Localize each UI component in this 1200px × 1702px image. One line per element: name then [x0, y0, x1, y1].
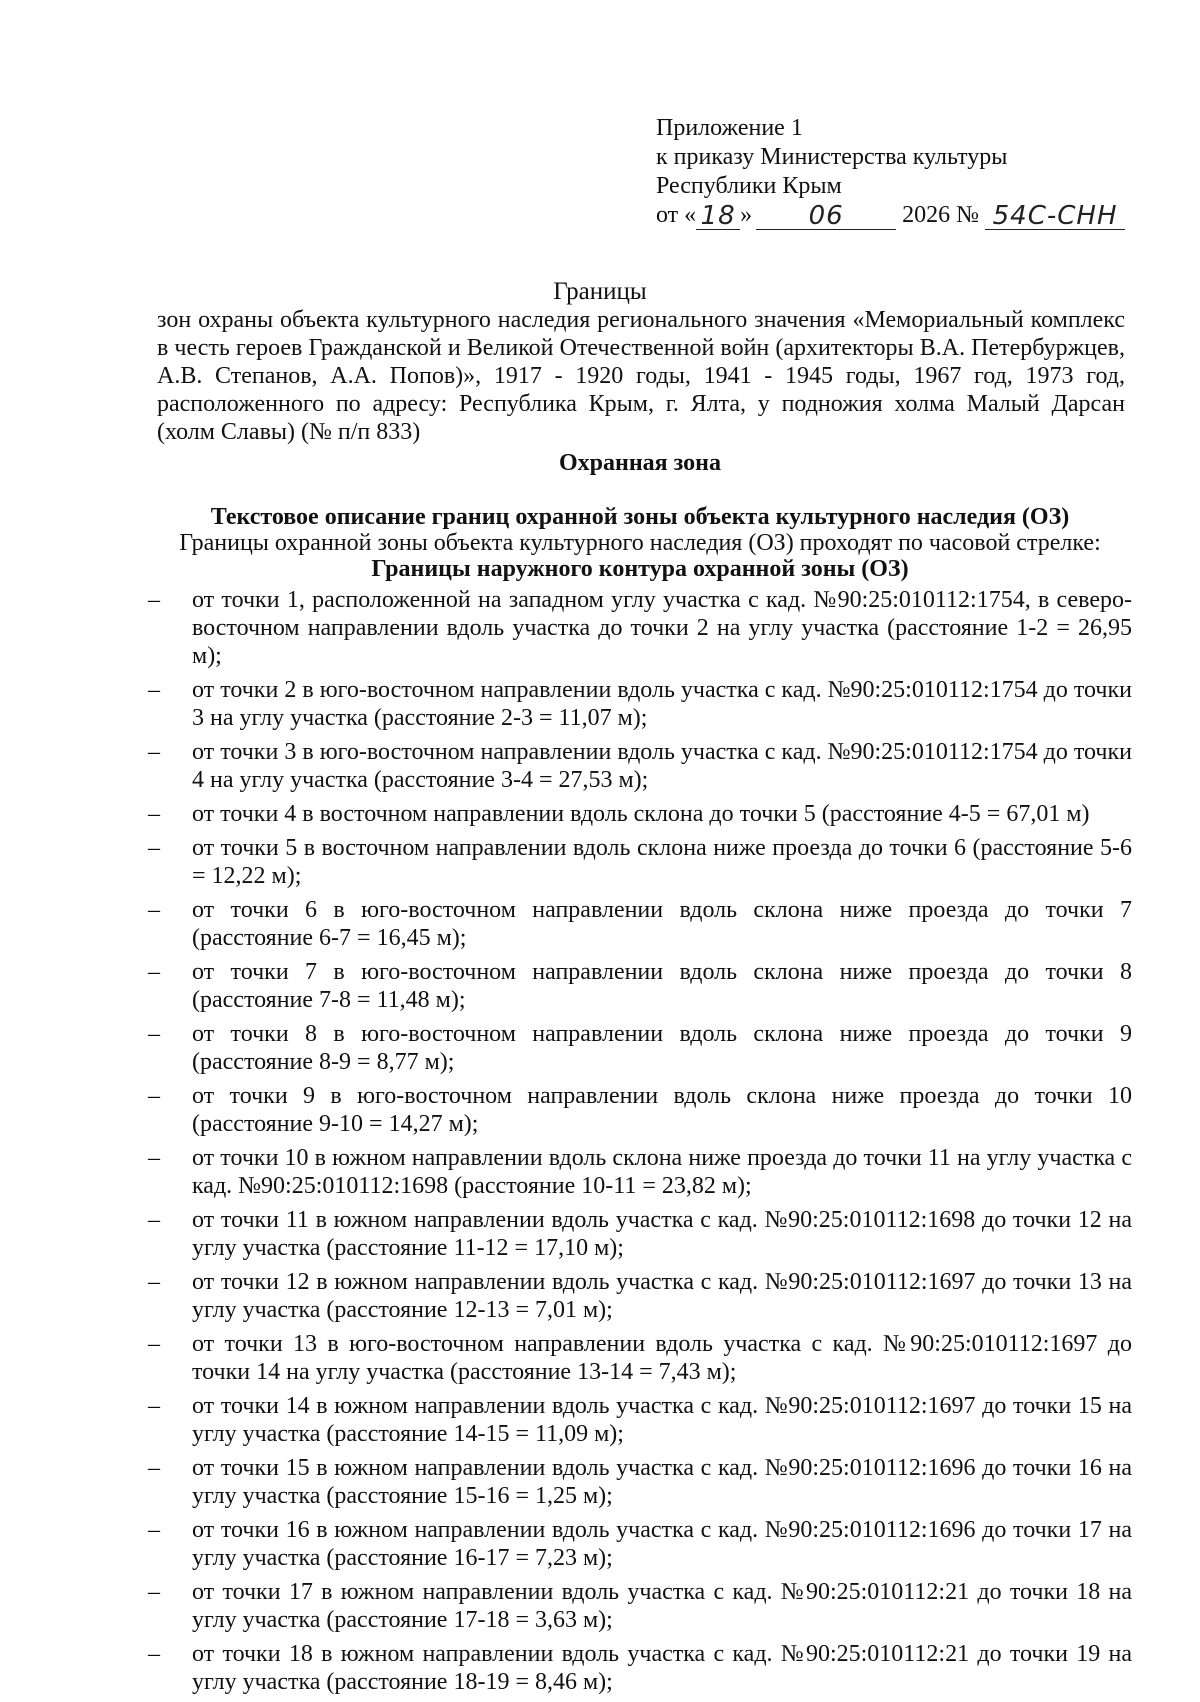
boundary-point-text: от точки 3 в юго-восточном направлении вдоль участка с кад. №90:25:010112:1754 до точки 4 на углу участка (расстояние 3-4 = 27,53 м);: [192, 739, 1132, 793]
boundary-point-text: от точки 10 в южном направлении вдоль склона ниже проезда до точки 11 на углу участка с кад. №90:25:010112:1698 (расстояние 10-11 = 23,82 м);: [192, 1145, 1132, 1199]
boundary-point-text: от точки 12 в южном направлении вдоль участка с кад. №90:25:010112:1697 до точки 13 на углу участка (расстояние 12-13 = 7,01 м);: [192, 1269, 1132, 1323]
intro-text: Границы охранной зоны объекта культурного наследия (ОЗ) проходят по часовой стрелке:: [179, 530, 1101, 556]
boundary-point-text: от точки 7 в юго-восточном направлении вдоль склона ниже проезда до точки 8 (расстояние 7-8 = 11,48 м);: [192, 959, 1132, 1013]
boundary-point-item: [148, 738, 1132, 794]
boundary-point-text: от точки 2 в юго-восточном направлении вдоль участка с кад. №90:25:010112:1754 до точки 3 на углу участка (расстояние 2-3 = 11,07 м);: [192, 677, 1132, 731]
list-dash: –: [148, 677, 160, 703]
list-dash: –: [148, 1207, 160, 1233]
boundary-point-item: [148, 1268, 1132, 1324]
boundary-point-item: [148, 896, 1132, 952]
boundary-point-text: от точки 13 в юго-восточном направлении вдоль участка с кад. №90:25:010112:1697 до точки 14 на углу участка (расстояние 13-14 = 7,43 м);: [192, 1331, 1132, 1385]
boundary-points-list: [148, 586, 1132, 1702]
list-dash: –: [148, 1393, 160, 1419]
boundary-point-text: от точки 17 в южном направлении вдоль участка с кад. №90:25:010112:21 до точки 18 на углу участка (расстояние 17-18 = 3,63 м);: [192, 1579, 1132, 1633]
list-dash: –: [148, 1083, 160, 1109]
appendix-order-line: к приказу Министерства культуры: [656, 144, 1008, 170]
boundary-point-text: от точки 9 в юго-восточном направлении вдоль склона ниже проезда до точки 10 (расстояние 9-10 = 14,27 м);: [192, 1083, 1132, 1137]
boundary-point-item: [148, 1206, 1132, 1262]
section-heading: Текстовое описание границ охранной зоны объекта культурного наследия (ОЗ): [210, 504, 1070, 530]
list-dash: –: [148, 1641, 160, 1667]
boundary-point-item: [148, 958, 1132, 1014]
handwritten-month: 06: [756, 203, 896, 230]
boundary-point-item: [148, 800, 1132, 828]
list-dash: –: [148, 801, 160, 827]
boundary-point-item: [148, 834, 1132, 890]
list-dash: –: [148, 1455, 160, 1481]
date-prefix: от «: [656, 202, 697, 228]
boundary-point-item: [148, 1330, 1132, 1386]
handwritten-day: 18: [696, 203, 740, 230]
boundary-point-item: [148, 1578, 1132, 1634]
document-title: Границы: [553, 278, 647, 305]
list-dash: –: [148, 1579, 160, 1605]
boundary-point-text: от точки 6 в юго-восточном направлении вдоль склона ниже проезда до точки 7 (расстояние 6-7 = 16,45 м);: [192, 897, 1132, 951]
boundary-point-item: [148, 1516, 1132, 1572]
boundary-point-item: [148, 1454, 1132, 1510]
list-dash: –: [148, 1517, 160, 1543]
boundary-point-item: [148, 1082, 1132, 1138]
boundary-point-text: от точки 4 в восточном направлении вдоль склона до точки 5 (расстояние 4-5 = 67,01 м): [192, 801, 1090, 827]
list-dash: –: [148, 959, 160, 985]
list-dash: –: [148, 1021, 160, 1047]
boundary-point-item: [148, 1392, 1132, 1448]
boundary-point-text: от точки 14 в южном направлении вдоль участка с кад. №90:25:010112:1697 до точки 15 на углу участка (расстояние 14-15 = 11,09 м);: [192, 1393, 1132, 1447]
list-dash: –: [148, 1331, 160, 1357]
list-dash: –: [148, 587, 160, 613]
boundary-point-text: от точки 18 в южном направлении вдоль участка с кад. №90:25:010112:21 до точки 19 на углу участка (расстояние 18-19 = 8,46 м);: [192, 1641, 1132, 1695]
list-dash: –: [148, 897, 160, 923]
boundary-point-item: [148, 1144, 1132, 1200]
boundary-point-item: [148, 586, 1132, 670]
appendix-header: [656, 114, 1126, 230]
boundary-point-text: от точки 1, расположенной на западном углу участка с кад. №90:25:010112:1754, в северо-восточном направлении вдоль участка до точки 2 на углу участка (расстояние 1-2 = 26,95 м);: [192, 587, 1132, 669]
contour-heading: Границы наружного контура охранной зоны (ОЗ): [371, 556, 909, 582]
boundary-point-text: от точки 15 в южном направлении вдоль участка с кад. №90:25:010112:1696 до точки 16 на углу участка (расстояние 15-16 = 1,25 м);: [192, 1455, 1132, 1509]
boundary-point-text: от точки 11 в южном направлении вдоль участка с кад. №90:25:010112:1698 до точки 12 на углу участка (расстояние 11-12 = 17,10 м);: [192, 1207, 1132, 1261]
list-dash: –: [148, 1145, 160, 1171]
document-description: зон охраны объекта культурного наследия регионального значения «Мемориальный комплекс в честь героев Гражданской и Великой Отечественной войн (архитекторы В.А. Петербуржцев, А.В. Степанов, А.А. Попов)», 1917 - 1920 годы, 1941 - 1945 годы, 1967 год, 1973 год, расположенного по адресу: Республика Крым, г. Ялта, у подножия холма Малый Дарсан (холм Славы) (№ п/п 833): [157, 307, 1125, 445]
zone-heading: Охранная зона: [559, 450, 721, 476]
appendix-ministry-line: Республики Крым: [656, 173, 842, 199]
boundary-point-text: от точки 5 в восточном направлении вдоль склона ниже проезда до точки 6 (расстояние 5-6 = 12,22 м);: [192, 835, 1132, 889]
handwritten-order-number: 54С-СНН: [985, 203, 1125, 230]
order-year: 2026 №: [902, 202, 980, 228]
list-dash: –: [148, 1269, 160, 1295]
list-dash: –: [148, 739, 160, 765]
list-dash: –: [148, 835, 160, 861]
boundary-point-text: от точки 8 в юго-восточном направлении вдоль склона ниже проезда до точки 9 (расстояние 8-9 = 8,77 м);: [192, 1021, 1132, 1075]
appendix-title: Приложение 1: [656, 115, 803, 141]
boundary-point-text: от точки 16 в южном направлении вдоль участка с кад. №90:25:010112:1696 до точки 17 на углу участка (расстояние 16-17 = 7,23 м);: [192, 1517, 1132, 1571]
boundary-point-item: [148, 676, 1132, 732]
date-mid: »: [740, 202, 753, 228]
boundary-point-item: [148, 1020, 1132, 1076]
order-date-row: [656, 201, 1126, 230]
